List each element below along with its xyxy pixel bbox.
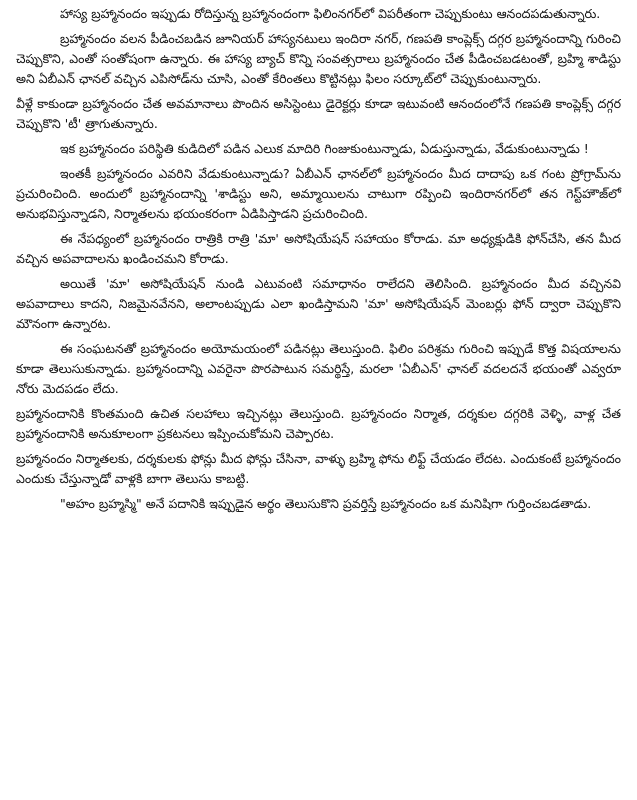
paragraph-6: ఈ నేపధ్యంలో బ్రహ్మానందం రాత్రికి రాత్రి 'మా' అసోషియేషన్ సహాయం కోరాడు. మా అధ్యక్షుడికి ఫోన్‌చేసి, తన మీద వచ్చిన అపవాదాలను ఖండించమని కోరాడు. xyxy=(16,231,621,266)
article-body xyxy=(16,4,621,519)
paragraph-1: హాస్య బ్రహ్మానందం ఇప్పుడు రోదిస్తున్న బ్రహ్మానందంగా ఫిలింనగర్‌లో విపరీతంగా చెప్పుకుంటు ఆనందపడుతున్నారు. xyxy=(60,6,601,21)
paragraph-10: బ్రహ్మానందం నిర్మాతలకు, దర్శకులకు ఫోన్లు మీద ఫోన్లు చేసినా, వాళ్ళు బ్రహ్మి ఫోను లిఫ్ట్ చేయడం లేదట. ఎందుకంటే బ్రహ్మానందం ఎందుకు చేస్తున్నాడో వాళ్లకి బాగా తెలుసు కాబట్టి. xyxy=(16,451,621,486)
paragraph-8: ఈ సంఘటనతో బ్రహ్మానందం అయోమయంలో పడినట్లు తెలుస్తుంది. ఫిలిం పరిశ్రమ గురించి ఇప్పుడే కొత్త విషయాలను కూడా తెలుసుకున్నాడు. బ్రహ్మానందాన్ని ఎవరైనా పొరపాటున సమర్థిస్తే, మరలా 'ఏబీఎన్' ఛానల్ వదలదనే భయంతో ఎవ్వరూ నోరు మెదపడం లేదు. xyxy=(16,341,621,396)
paragraph-7: అయితే 'మా' అసోషియేషన్ నుండి ఎటువంటి సమాధానం రాలేదని తెలిసింది. బ్రహ్మానందం మీద వచ్చినవి అపవాదాలు కాదని, నిజమైనవేనని, అలాంటప్పుడు ఎలా ఖండిస్తామని 'మా' అసోషియేషన్ మెంబర్లు ఫోన్ ద్వారా చెప్పుకొని మౌనంగా ఉన్నారట. xyxy=(16,276,621,331)
paragraph-5: ఇంతకీ బ్రహ్మానందం ఎవరిని వేడుకుంటున్నాడు? ఏబీఎన్ ఛానల్‌లో బ్రహ్మానందం మీద దాదాపు ఒక గంట ప్రోగ్రామ్‌ను ప్రచురించింది. అందులో బ్రహ్మానందాన్ని 'శాడిస్టు అని, అమ్మాయిలను చాటుగా రప్పించి ఇందిరానగర్‌లో తన గెస్ట్‌హౌజ్‌లో అనుభవిస్తున్నాడని, నిర్మాతలను భయంకరంగా ఏడిపిస్తాడని ప్రచురించింది. xyxy=(16,166,621,221)
paragraph-11: "అహం బ్రహ్మస్మి" అనే పదానికి ఇప్పుడైన అర్థం తెలుసుకొని ప్రవర్తిస్తే బ్రహ్మానందం ఒక మనిషిగా గుర్తించబడతాడు. xyxy=(60,496,592,511)
paragraph-9: బ్రహ్మానందానికి కొంతమంది ఉచిత సలహాలు ఇచ్చినట్లు తెలుస్తుంది. బ్రహ్మానందం నిర్మాత, దర్శకుల దగ్గరికి వెళ్ళి, వాళ్ల చేత బ్రహ్మానందానికి అనుకూలంగా ప్రకటనలు ఇప్పించుకోమని చెప్పారట. xyxy=(16,406,621,441)
paragraph-2: బ్రహ్మానందం వలన పీడించబడిన జూనియర్ హాస్యనటులు ఇందిరా నగర్, గణపతి కాంప్లెక్స్ దగ్గర బ్రహ్మానందాన్ని గురించి చెప్పుకొని, ఎంతో సంతోషంగా ఉన్నారు. ఈ హాస్య బ్యాచ్ కొన్ని సంవత్సరాలు బ్రహ్మానందం చేత పీడించబడటంతో, బ్రహ్మి శాడిస్టు అని ఏబీఎన్ ఛానల్ వచ్చిన ఎపిసోడ్‌ను చూసి, ఎంతో కేరింతలు కొట్టినట్లు ఫిలం సర్కూట్‌లో చెప్పుకుంటున్నారు. xyxy=(16,31,621,86)
paragraph-4: ఇక బ్రహ్మానందం పరిస్థితి కుడిదిలో పడిన ఎలుక మాదిరి గింజుకుంటున్నాడు, ఏడుస్తున్నాడు, వేడుకుంటున్నాడు ! xyxy=(60,141,589,156)
paragraph-3: వీళ్లే కాకుండా బ్రహ్మానందం చేత అవమానాలు పొందిన అసిస్టెంటు డైరెక్టర్లు కూడా ఇటువంటి ఆనందంలోనే గణపతి కాంప్లెక్స్ దగ్గర చెప్పుకొని 'టీ' త్రాగుతున్నారు. xyxy=(16,96,621,131)
